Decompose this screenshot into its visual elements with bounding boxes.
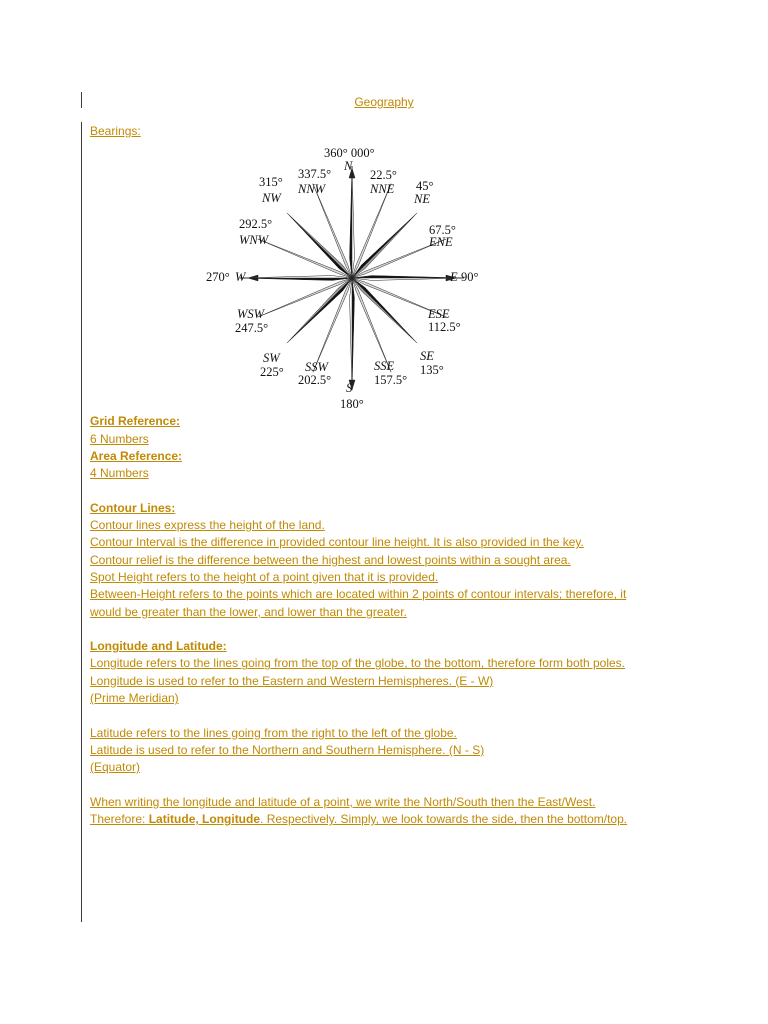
nne-dir: NNE — [370, 182, 395, 197]
contour-line-4: Between-Height refers to the points which are located within 2 points of contour intervals; therefore, it — [90, 587, 627, 602]
wnw-dir: WNW — [239, 233, 269, 248]
south-degrees: 180° — [340, 397, 364, 412]
longitude-line-2: (Prime Meridian) — [90, 691, 179, 706]
north-degrees: 360° 000° — [324, 146, 375, 161]
contour-lines-heading: Contour Lines: — [90, 500, 176, 515]
writing-order-line: When writing the longitude and latitude of a point, we write the North/South then the East/West. — [90, 794, 596, 809]
wsw-dir: WSW — [237, 307, 265, 322]
latitude-line-1: Latitude is used to refer to the Northern and Southern Hemisphere. (N - S) — [90, 742, 485, 757]
ese-dir: ESE — [428, 307, 450, 322]
therefore-suffix: . Respectively. Simply, we look towards the side, then the bottom/top. — [260, 812, 628, 827]
rose-point-180-light — [350, 278, 352, 390]
south-dir: S — [346, 381, 353, 396]
se-degrees: 135° — [420, 363, 444, 378]
sw-degrees: 225° — [260, 365, 284, 380]
rose-point-0-light — [352, 166, 354, 278]
ssw-degrees: 202.5° — [298, 373, 332, 388]
ene-degrees: 67.5° — [429, 223, 456, 238]
contour-line-2: Contour relief is the difference between the highest and lowest points within a sought area. — [90, 552, 571, 567]
compass-figure — [90, 140, 690, 413]
rose-point-225-light — [287, 278, 352, 343]
nw-degrees: 315° — [259, 175, 283, 190]
area-reference-value: 4 Numbers — [90, 466, 149, 481]
contour-line-1: Contour Interval is the difference in provided contour line height. It is also provided in the key. — [90, 535, 584, 550]
north-dir: N — [344, 159, 353, 174]
compass-rose-diagram — [202, 140, 502, 413]
therefore-bold: Latitude, Longitude — [148, 812, 261, 827]
ese-degrees: 112.5° — [428, 320, 461, 335]
bearings-heading: Bearings: — [90, 124, 141, 138]
therefore-line — [90, 811, 690, 828]
west-dir: W — [235, 270, 246, 285]
rose-point-315-light — [287, 213, 352, 278]
therefore-prefix: Therefore: — [90, 812, 149, 827]
east-dir: E — [450, 270, 458, 285]
longitude-line-1: Longitude is used to refer to the Eastern and Western Hemispheres. (E - W) — [90, 673, 494, 688]
rose-point-180-dark — [352, 278, 354, 390]
nne-degrees: 22.5° — [370, 168, 397, 183]
wnw-degrees: 292.5° — [239, 217, 273, 232]
nw-dir: NW — [262, 191, 281, 206]
latitude-line-2: (Equator) — [90, 760, 141, 775]
longitude-line-0: Longitude refers to the lines going from the top of the globe, to the bottom, therefore form both poles. — [90, 656, 625, 671]
nnw-dir: NNW — [298, 182, 326, 197]
contour-line-0: Contour lines express the height of the land. — [90, 518, 325, 533]
sse-degrees: 157.5° — [374, 373, 408, 388]
contour-line-3: Spot Height refers to the height of a point given that it is provided. — [90, 569, 439, 584]
se-dir: SE — [420, 349, 434, 364]
ne-degrees: 45° — [416, 179, 434, 194]
rose-point-135-light — [352, 278, 417, 343]
nnw-degrees: 337.5° — [298, 167, 332, 182]
longitude-latitude-heading: Longitude and Latitude: — [90, 639, 227, 654]
sw-dir: SW — [263, 351, 280, 366]
rose-point-0-dark — [350, 166, 352, 278]
east-degrees: 90° — [461, 270, 479, 285]
document-body — [90, 123, 690, 828]
grid-reference-value: 6 Numbers — [90, 431, 149, 446]
margin-rule — [81, 122, 82, 922]
grid-reference-heading: Grid Reference: — [90, 414, 181, 429]
west-degrees: 270° — [206, 270, 230, 285]
wsw-degrees: 247.5° — [235, 321, 269, 336]
latitude-line-0: Latitude refers to the lines going from the right to the left of the globe. — [90, 725, 457, 740]
area-reference-heading: Area Reference: — [90, 448, 183, 463]
document-title: Geography — [354, 95, 414, 109]
ne-dir: NE — [414, 192, 430, 207]
ssw-dir: SSW — [305, 360, 328, 375]
sse-dir: SSE — [374, 359, 395, 374]
contour-line-5: would be greater than the lower, and lower than the greater. — [90, 604, 407, 619]
ene-dir: ENE — [429, 235, 453, 250]
rose-point-45-light — [352, 213, 417, 278]
